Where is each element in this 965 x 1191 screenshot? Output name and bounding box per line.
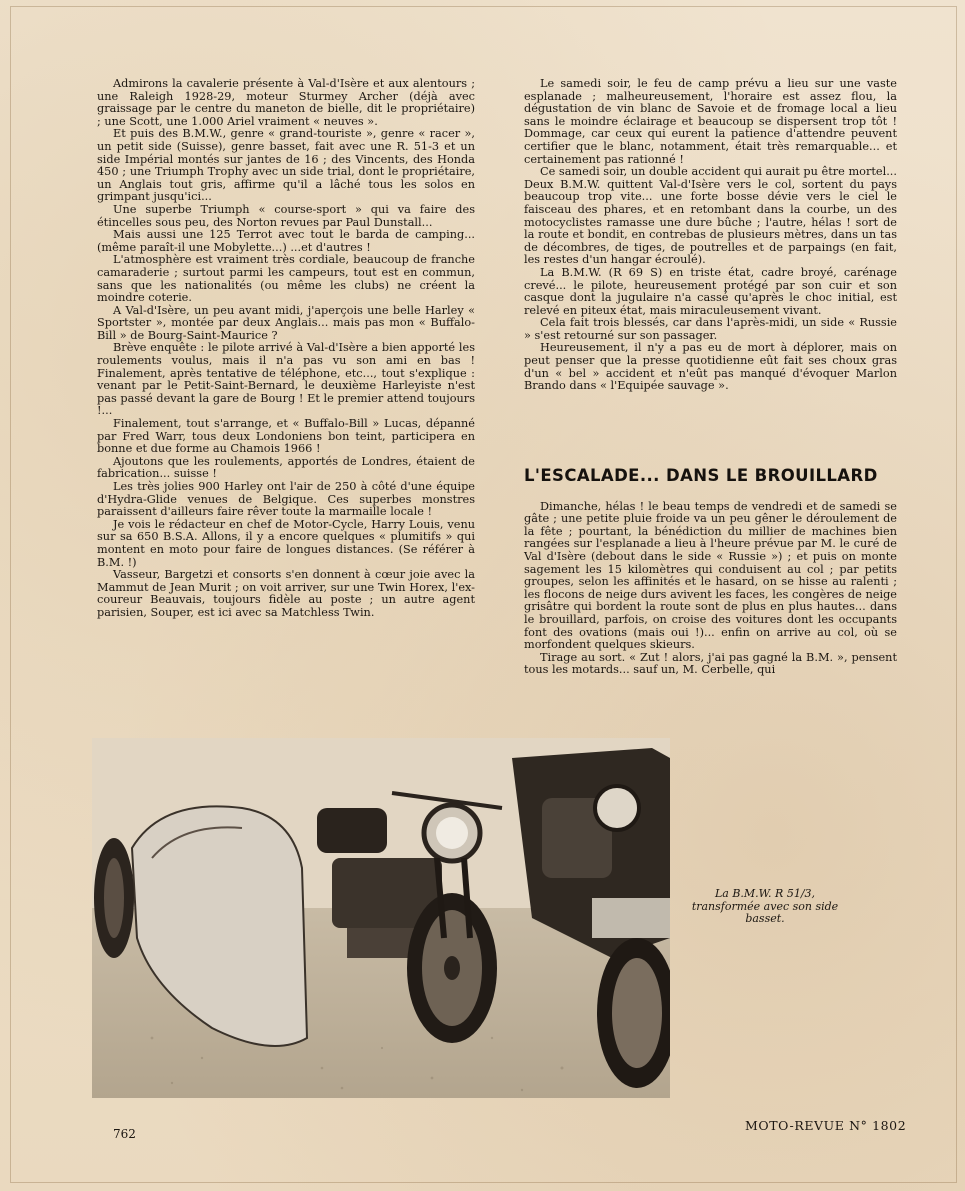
paragraph: La B.M.W. (R 69 S) en triste état, cadre broyé, carénage crevé... le pilote, heureusement protégé par son cuir et son casque dont la jugulaire n'a cassé qu'après le choc initial, est relevé en piteux état, mais miraculeusement vivant. — [524, 265, 897, 317]
paragraph: Les très jolies 900 Harley ont l'air de 250 à côté d'une équipe d'Hydra-Glide venues de Belgique. Ces superbes monstres paraissent d'ailleurs faire rêver toute la marmaille locale ! — [97, 480, 475, 519]
section-heading: L'ESCALADE... DANS LE BROUILLARD — [524, 466, 878, 485]
paragraph: Ajoutons que les roulements, apportés de Londres, étaient de fabrication... suisse ! — [97, 454, 475, 481]
paragraph: Vasseur, Bargetzi et consorts s'en donnent à cœur joie avec la Mammut de Jean Murit ; on voit arriver, sur une Twin Horex, l'ex-coureur Beauvais, toujours fidèle au poste ; un autre agent parisien, Souper, est ici avec sa Matchless Twin. — [97, 568, 475, 619]
paragraph: Mais aussi une 125 Terrot avec tout le barda de camping... (même paraît-il une Mobylette...) ...et d'autres ! — [97, 228, 475, 254]
paragraph: Dimanche, hélas ! le beau temps de vendredi et de samedi se gâte ; une petite pluie froide va un peu gêner le déroulement de la fête ; pourtant, la bénédiction du millier de machines bien rangées sur l'esplanade a lieu à l'heure prévue par M. le curé de Val d'Isère (debout dans le side « Russie ») ; et puis on monte sagement les 15 kilomètres qui conduisent au col ; par petits groupes, selon les affinités et le hasard, on se hisse au ralenti ; les flocons de neige durs avivent les faces, les congères de neige grisâtre qui bordent la route sont de plus en plus hautes... dans le brouillard, parfois, on croise des voitures dont les occupants font des ovations (mais oui !)... enfin on arrive au col, où se morfondent quelques skieurs. — [524, 499, 897, 652]
paragraph: Je vois le rédacteur en chef de Motor-Cycle, Harry Louis, venu sur sa 650 B.S.A. Allons, il y a encore quelques « plumitifs » qui montent en moto pour faire de longues distances. (Se référer à B.M. !) — [97, 517, 475, 569]
paragraph: Le samedi soir, le feu de camp prévu a lieu sur une vaste esplanade ; malheureusement, l'horaire est assez flou, la dégustation de vin blanc de Savoie et de fromage local a lieu sans le moindre éclairage et beaucoup se dispersent trop tôt ! Dommage, car ceux qui eurent la patience d'attendre peuvent certifier que le blanc, notamment, était très remarquable... et certainement pas rationné ! — [524, 77, 897, 166]
paragraph: Ce samedi soir, un double accident qui aurait pu être mortel... Deux B.M.W. quittent Val-d'Isère vers le col, sortent du pays beaucoup trop vite... une forte bosse dévie vers le ciel le faisceau des phares, et en retombant dans la courbe, un des motocyclistes ramasse une dure bûche ; l'autre, hélas ! sort de la route et bondit, en contrebas de plusieurs mètres, dans un tas de décombres, de tiges, de poutrelles et de parpaings (en fait, les restes d'un hangar écroulé). — [524, 165, 897, 267]
paragraph: Cela fait trois blessés, car dans l'après-midi, un side « Russie » s'est retourné sur son passager. — [524, 316, 897, 342]
motorcycles-illustration — [92, 738, 670, 1098]
photo-caption: La B.M.W. R 51/3, transformée avec son side basset. — [691, 887, 839, 925]
left-column — [97, 78, 475, 620]
paragraph: A Val-d'Isère, un peu avant midi, j'aperçois une belle Harley « Sportster », montée par deux Anglais... mais pas mon « Buffalo-Bill » de Bourg-Saint-Maurice ? — [97, 303, 475, 342]
paragraph: Une superbe Triumph « course-sport » qui va faire des étincelles sous peu, des Norton revues par Paul Dunstall... — [97, 202, 475, 229]
paragraph: Tirage au sort. « Zut ! alors, j'ai pas gagné la B.M. », pensent tous les motards... sauf un, M. Cerbelle, qui — [524, 650, 897, 677]
paragraph: Brève enquête : le pilote arrivé à Val-d'Isère a bien apporté les roulements voulus, mais il n'a pas vu son ami en bas ! Finalement, après tentative de téléphone, etc..., tout s'explique : venant par le Petit-Saint-Bernard, le deuxième Harleyiste n'est pas passé devant la gare de Bourg ! Et le premier attend toujours !... — [97, 341, 475, 418]
right-column — [524, 78, 897, 393]
magazine-footer: MOTO-REVUE N° 1802 — [745, 1118, 907, 1133]
paragraph: Finalement, tout s'arrange, et « Buffalo-Bill » Lucas, dépanné par Fred Warr, tous deux Londoniens bon teint, participera en bonne et due forme au Chamois 1966 ! — [97, 417, 475, 456]
paragraph: Admirons la cavalerie présente à Val-d'Isère et aux alentours ; une Raleigh 1928-29, moteur Sturmey Archer (déjà avec graissage par le centre du maneton de bielle, dit le propriétaire) ; une Scott, une 1.000 Ariel vraiment « neuves ». — [97, 77, 475, 128]
paragraph: Et puis des B.M.W., genre « grand-touriste », genre « racer », un petit side (Suisse), genre basset, fait avec une R. 51-3 et un side Impérial montés sur jantes de 16 ; des Vincents, des Honda 450 ; une Triumph Trophy avec un side trial, dont le propriétaire, un Anglais tout gris, affirme qu'il a lâché tous les solos en grimpant jusqu'ici... — [97, 127, 475, 204]
paragraph: Heureusement, il n'y a pas eu de mort à déplorer, mais on peut penser que la presse quotidienne eût fait ses choux gras d'un « bel » accident et n'eût pas manqué d'évoquer Marlon Brando dans « l'Equipée sauvage ». — [524, 341, 897, 393]
page-number: 762 — [113, 1127, 136, 1141]
right-column-section — [524, 466, 897, 677]
motorcycle-photo — [92, 738, 670, 1098]
paragraph: L'atmosphère est vraiment très cordiale, beaucoup de franche camaraderie ; surtout parmi les campeurs, tout est en commun, sans que les nationalités (ou même les clubs) ne créent la moindre coterie. — [97, 253, 475, 305]
